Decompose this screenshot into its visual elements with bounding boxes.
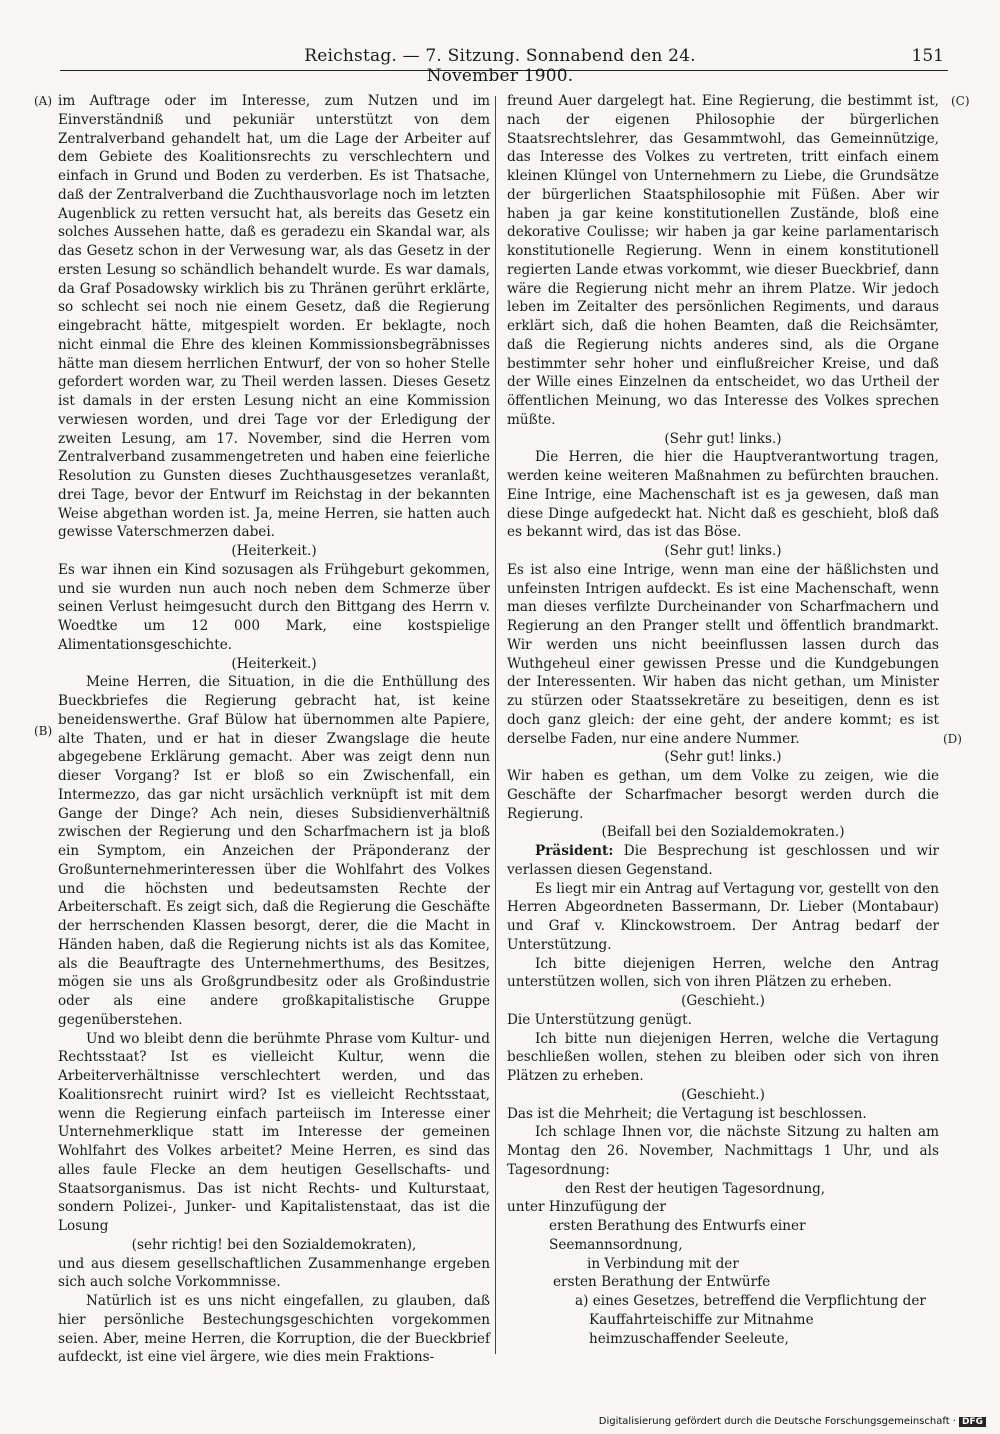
interjection: (Sehr gut! links.)	[664, 430, 782, 447]
left-column	[58, 92, 490, 1367]
paragraph: Es war ihnen ein Kind sozusagen als Frühgeburt gekommen, und sie wurden nun auch noch neben dem Schmerze über seinen Verlust heimgesucht durch den Bittgang des Herrn v. Woedtke um 12 000 Mark, eine kostspielige Alimentationsgeschichte.	[58, 561, 490, 653]
margin-marker-c: (C)	[951, 94, 970, 108]
interjection: (Beifall bei den Sozialdemokraten.)	[601, 824, 845, 841]
paragraph: Ich bitte nun diejenigen Herren, welche die Vertagung beschließen wollen, stehen zu bleiben oder sich von ihren Plätzen zu erheben.	[507, 1030, 939, 1084]
footer-credit	[599, 1416, 986, 1427]
paragraph: Das ist die Mehrheit; die Vertagung ist beschlossen.	[507, 1105, 867, 1122]
margin-marker-b: (B)	[34, 724, 53, 738]
margin-marker-d: (D)	[943, 732, 962, 746]
column-divider	[495, 96, 496, 1354]
footer-text: Digitalisierung gefördert durch die Deutsche Forschungsgemeinschaft ·	[598, 1416, 956, 1427]
running-title: Reichstag. — 7. Sitzung. Sonnabend den 24. November 1900.	[304, 46, 696, 86]
paragraph: Die Unterstützung genügt.	[507, 1011, 692, 1028]
dfg-logo: DFG	[959, 1417, 986, 1427]
interjection: (Geschieht.)	[681, 993, 765, 1009]
paragraph: Ich schlage Ihnen vor, die nächste Sitzung zu halten am Montag den 26. November, Nachmittags 1 Uhr, und als Tagesordnung:	[507, 1124, 939, 1178]
paragraph: Meine Herren, die Situation, in die die Enthüllung des Bueckbriefes die Regierung gebracht hat, ist keine beneidenswerthe. Graf Bülow hat übernommen alte Papiere, alte Thaten, und er hat in dieser Zwangslage die heute abgegebene Erklärung gemacht. Aber was zeigt denn nun dieser Vorgang? Ist er bloß so ein Zwischenfall, ein Intermezzo, das gar nicht ursächlich verknüpft ist mit dem Gange der Dinge? Ach nein, dieses Subsidienverhältniß zwischen der Regierung und den Scharfmachern ist ja bloß ein Symptom, ein Anzeichen der Präponderanz der Großunternehmerinteressen über die Wohlfahrt des Volkes und die höchsten und bedeutsamsten Rechte der Arbeiterschaft. Es zeigt sich, daß die Regierung die Geschäfte der herrschenden Klassen besorgt, derer, die die Macht in Händen haben, daß die Regierung nichts ist als das Komitee, als die Beauftragte des Unternehmerthums, des Besitzes, mögen sie uns als Großgrundbesitz oder als Großindustrie oder als eine andere großkapitalistische Gruppe gegenüberstehen.	[58, 674, 490, 1028]
paragraph: Und wo bleibt denn die berühmte Phrase vom Kultur- und Rechtsstaat? Ist es vielleicht Kultur, wenn die Arbeiterverhältnisse verschlechtert werden, und das Koalitionsrecht ruinirt wird? Ist es vielleicht Rechtsstaat, wenn die Regierung einfach parteiisch im Interesse einer Unternehmerklique statt im Interesse der gemeinen Wohlfahrt des Volkes arbeitet? Meine Herren, es sind das alles faule Flecke an dem heutigen Gesellschafts- und Staatsorganismus. Das ist nicht Rechts- und Kulturstaat, sondern Polizei-, Junker- und Kapitalistenstaat, das ist die Losung	[58, 1030, 490, 1234]
agenda-item: in Verbindung mit der	[587, 1255, 739, 1272]
interjection: (Geschieht.)	[681, 1086, 765, 1103]
president-statement	[507, 842, 939, 880]
agenda-item: ersten Berathung der Entwürfe	[553, 1274, 771, 1291]
agenda-item: unter Hinzufügung der	[507, 1199, 666, 1216]
agenda-item: a) eines Gesetzes, betreffend die Verpflichtung der Kauffahrteischiffe zur Mitnahme heimzuschaffender Seeleute,	[575, 1293, 926, 1347]
interjection: (Sehr gut! links.)	[664, 749, 782, 766]
interjection: (Heiterkeit.)	[231, 543, 317, 559]
paragraph: Wir haben es gethan, um dem Volke zu zeigen, wie die Geschäfte der Scharfmacher besorgt werden durch die Regierung.	[507, 768, 939, 822]
page-number: 151	[911, 46, 944, 66]
paragraph: und aus diesem gesellschaftlichen Zusammenhange ergeben sich auch solche Vorkommnisse.	[58, 1255, 490, 1291]
paragraph: Es ist also eine Intrige, wenn man eine der häßlichsten und unfeinsten Intrigen aufdeckt. Es ist eine Machenschaft, wenn man dieses verfilzte Durcheinander von Scharfmachern und Regierung an den Pranger stellt und öffentlich brandmarkt. Wir werden uns nicht beeinflussen lassen durch das Wuthgeheul einer gewissen Presse und die Kundgebungen der Interessenten. Wir haben das nicht gethan, um Minister zu stürzen oder Staatssekretäre zu beseitigen, denn es ist doch ganz gleich: der eine geht, der andere kommt; es ist derselbe Faden, nur eine andere Nummer.	[507, 561, 939, 747]
interjection: (Sehr gut! links.)	[664, 543, 782, 559]
speaker-label: Präsident:	[535, 843, 614, 859]
interjection: (Heiterkeit.)	[231, 655, 317, 672]
page-header	[60, 44, 948, 86]
right-column	[507, 92, 939, 1348]
paragraph: Die Herren, die hier die Hauptverantwortung tragen, werden keine weiteren Maßnahmen zu befürchten brauchen. Eine Intrige, eine Machenschaft ist es ja gewesen, daß man diese Dinge aufgedeckt hat. Nicht daß es geschieht, bloß daß es bekannt wird, das ist das Böse.	[507, 449, 939, 541]
statement-text: Die Besprechung ist geschlossen und wir verlassen diesen Gegenstand.	[507, 843, 939, 878]
paragraph: im Auftrage oder im Interesse, zum Nutzen und im Einverständniß und pekuniär unterstützt von dem Zentralverband gehandelt hat, um die Lage der Arbeiter auf dem Gebiete des Koalitionsrechts zu verschlechtern und einfach in Grund und Boden zu verderben. Es ist Thatsache, daß der Zentralverband die Zuchthausvorlage noch im letzten Augenblick zu retten versucht hat, als bereits das Gesetz ein solches Aussehen hatte, daß es geradezu ein Skandal war, als das Gesetz schon in der Verwesung war, als das Gesetz in der ersten Lesung so schändlich behandelt wurde. Es war damals, da Graf Posadowsky wirklich bis zu Thränen gerührt erklärte, so schlecht sei noch nie einem Gesetz, daß die Regierung eingebracht hätte, mitgespielt worden. Er beklagte, noch nicht einmal die Ehre des kleinen Kommissionsbegräbnisses hätte man diesem herrlichen Entwurf, der von so hoher Stelle gefordert worden war, zu Theil werden lassen. Dieses Gesetz ist damals in der ersten Lesung nicht an eine Kommission verwiesen worden, und drei Tage vor der Erledigung der zweiten Lesung, am 17. November, sind die Herren vom Zentralverband zusammengetreten und haben eine feierliche Resolution zu Gunsten dieses Zuchthausgesetzes veranlaßt, drei Tage, bevor der Entwurf im Reichstag in der bekannten Weise abgethan worden ist. Ja, meine Herren, sie hatten auch gewisse Vaterschmerzen dabei.	[58, 93, 490, 541]
interjection: (sehr richtig! bei den Sozialdemokraten),	[131, 1236, 417, 1253]
paragraph: Es liegt mir ein Antrag auf Vertagung vor, gestellt von den Herren Abgeordneten Bassermann, Dr. Lieber (Montabaur) und Graf v. Klinckowstroem. Der Antrag bedarf der Unterstützung.	[507, 880, 939, 953]
agenda-item: den Rest der heutigen Tagesordnung,	[565, 1180, 826, 1197]
margin-marker-a: (A)	[34, 94, 53, 108]
paragraph: Ich bitte diejenigen Herren, welche den Antrag unterstützen wollen, sich von ihren Plätzen zu erheben.	[507, 955, 939, 991]
paragraph: freund Auer dargelegt hat. Eine Regierung, die bestimmt ist, nach der eigenen Philosophie der bürgerlichen Staatsrechtslehrer, das Gesammtwohl, das Gemeinnützige, das Interesse des Volkes zu vertreten, tritt einfach einem kleinen Klüngel von Unternehmern zu Liebe, die Grundsätze der bürgerlichen Staatsphilosophie mit Füßen. Aber wir haben ja gar keine konstitutionellen Zustände, bloß eine dekorative Coulisse; wir haben ja gar keine parlamentarisch konstitutionelle Regierung. Wenn in einem konstitutionell regierten Lande etwas vorkommt, wie dieser Bueckbrief, dann wäre die Regierung nicht mehr an ihrem Platze. Wir jedoch leben im Zeitalter des persönlichen Regiments, und daraus erklärt sich, daß die hohen Beamten, daß die Reichsämter, daß die Regierung nichts anderes sind, als die Organe bestimmter sehr hoher und einflußreicher Kreise, und daß der Wille eines Einzelnen da entscheidet, wo das Urtheil der öffentlichen Meinung, wo das Interesse des Volkes sprechen müßte.	[507, 93, 939, 428]
paragraph: Natürlich ist es uns nicht eingefallen, zu glauben, daß hier persönliche Bestechungsgeschichten vorgekommen seien. Aber, meine Herren, die Korruption, die der Bueckbrief aufdeckt, ist eine viel ärgere, wie dies mein Fraktions-	[58, 1293, 490, 1366]
agenda-item: ersten Berathung des Entwurfs einer Seemannsordnung,	[549, 1218, 806, 1253]
